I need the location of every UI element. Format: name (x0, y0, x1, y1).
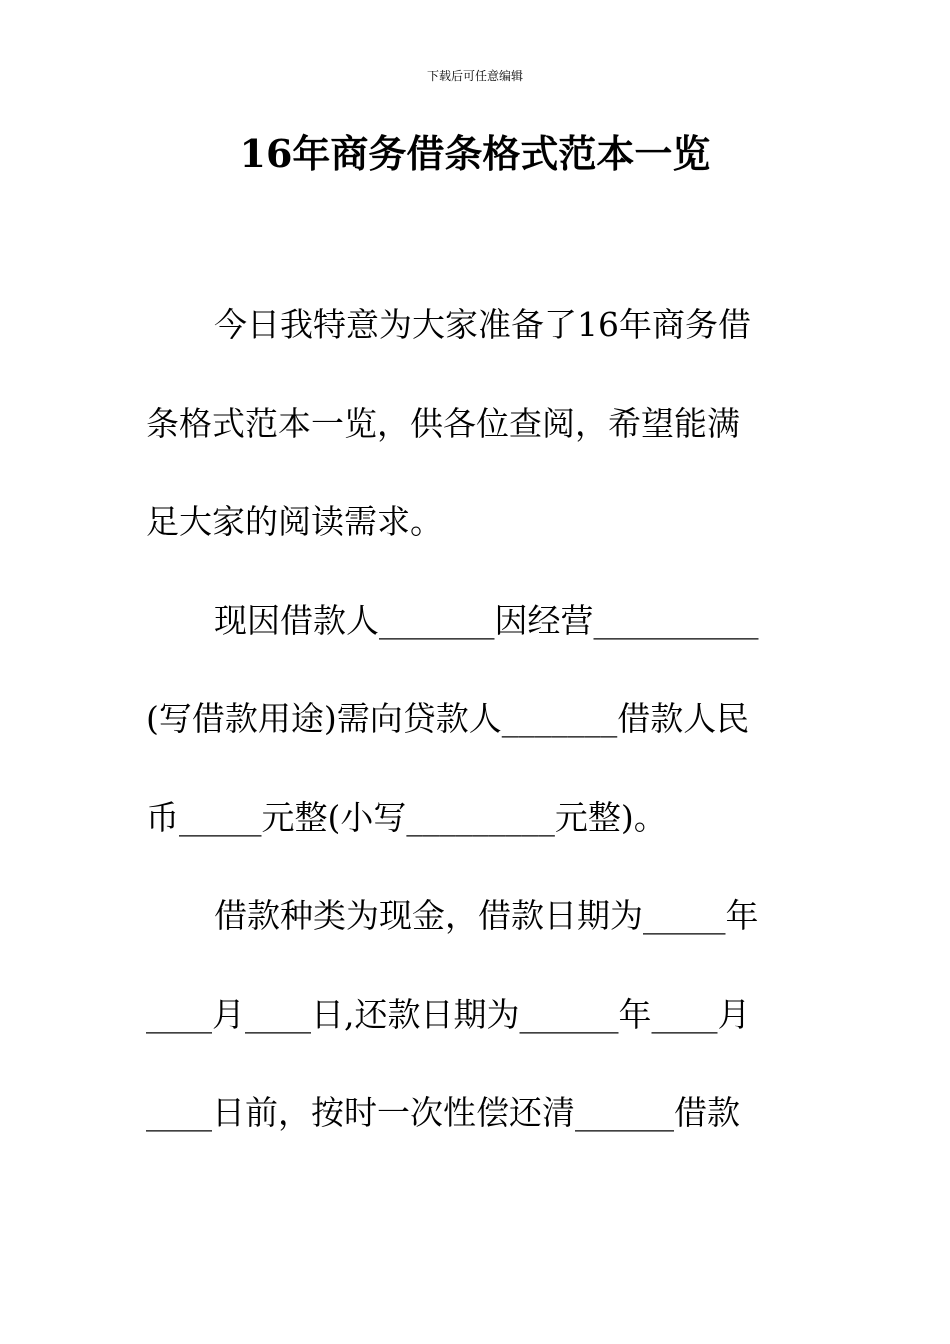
page-title: 16年商务借条格式范本一览 (239, 131, 711, 176)
header-note: 下载后可任意编辑 (426, 69, 523, 83)
paragraph-line: (写借款用途)需向贷款人_______借款人民 (146, 699, 750, 738)
document-body (146, 296, 796, 1183)
paragraph-line: 借款种类为现金，借款日期为_____年 (214, 896, 759, 935)
paragraph-line: 足大家的阅读需求。 (146, 502, 443, 541)
paragraph-line: ____日前，按时一次性偿还清______借款 (146, 1093, 740, 1132)
paragraph-line: 币_____元整(小写_________元整)。 (146, 797, 667, 837)
paragraph-line: 条格式范本一览，供各位查阅，希望能满 (146, 403, 740, 443)
paragraph-line: 今日我特意为大家准备了16年商务借 (214, 305, 751, 344)
paragraph-line: ____月____日,还款日期为______年____月 (146, 994, 751, 1034)
paragraph-line: 现因借款人_______因经营__________ (214, 600, 759, 640)
